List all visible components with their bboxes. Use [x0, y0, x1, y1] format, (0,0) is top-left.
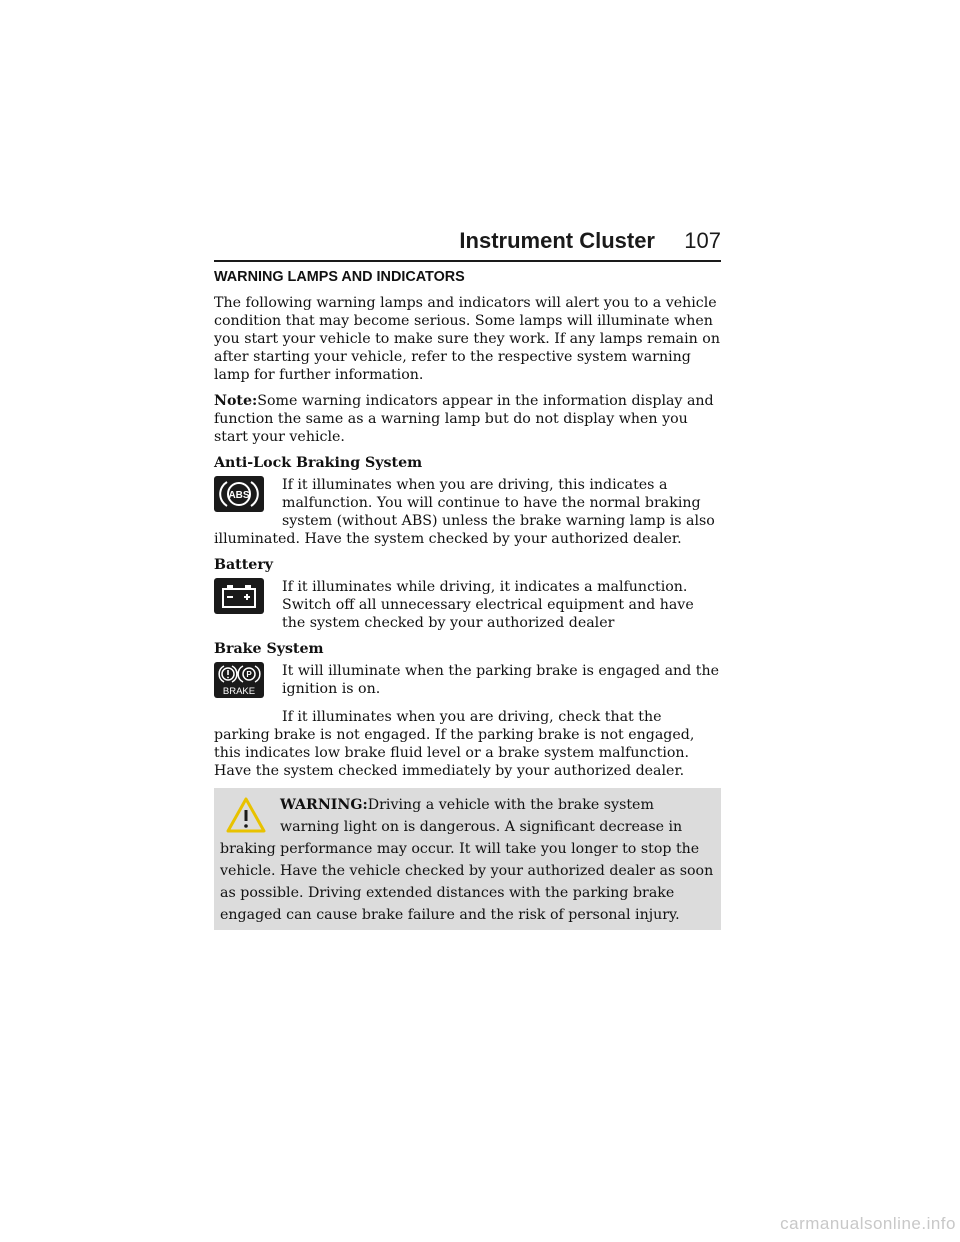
abs-lamp-block — [214, 454, 721, 548]
section-heading: WARNING LAMPS AND INDICATORS — [214, 269, 465, 285]
intro-paragraph: The following warning lamps and indicators will alert you to a vehicle condition that may become serious. Some lamps will illuminate when you start your vehicle to make sure they work. If any lamps remain on after starting your vehicle, refer to the respective system warning lamp for further information. — [214, 295, 720, 383]
watermark: carmanualsonline.info — [780, 1214, 956, 1233]
battery-lamp-block — [214, 556, 721, 632]
warning-triangle-icon — [226, 796, 266, 834]
warning-text: Driving a vehicle with the brake system warning light on is dangerous. A significant decrease in braking performance may occur. It will take you longer to stop the vehicle. Have the vehicle checked by your authorized dealer as soon as possible. Driving extended distances with the parking brake engaged can cause brake failure and the risk of personal injury. — [220, 797, 714, 923]
battery-icon — [214, 578, 264, 614]
abs-heading: Anti-Lock Braking System — [214, 455, 423, 471]
page-number: 107 — [684, 228, 721, 253]
warning-box — [214, 788, 721, 930]
chapter-title: Instrument Cluster — [459, 228, 655, 253]
abs-text: If it illuminates when you are driving, this indicates a malfunction. You will continue to have the normal braking system (without ABS) unless the brake warning lamp is also illuminated. Have the system checked by your authorized dealer. — [214, 477, 715, 547]
warning-label: WARNING: — [280, 797, 368, 813]
brake-icon — [214, 662, 264, 698]
page-header — [214, 226, 721, 262]
note-label: Note: — [214, 393, 258, 409]
battery-text: If it illuminates while driving, it indicates a malfunction. Switch off all unnecessary electrical equipment and have the system checked by your authorized dealer — [282, 579, 694, 631]
battery-heading: Battery — [214, 557, 274, 573]
note-text: Some warning indicators appear in the information display and function the same as a warning lamp but do not display when you start your vehicle. — [214, 393, 714, 445]
brake-text-1: It will illuminate when the parking brake is engaged and the ignition is on. — [282, 663, 719, 697]
abs-icon-text: ABS — [228, 490, 250, 501]
page-content — [214, 268, 721, 930]
brake-icon-text: BRAKE — [222, 686, 256, 697]
brake-text-2 — [214, 708, 721, 780]
brake-text-2-content: If it illuminates when you are driving, check that the parking brake is not engaged. If the parking brake is not engaged, this indicates low brake fluid level or a brake system malfunction. Have the system checked immediately by your authorized dealer. — [214, 709, 695, 779]
abs-icon — [214, 476, 264, 512]
brake-lamp-block — [214, 640, 721, 700]
brake-heading: Brake System — [214, 641, 324, 657]
note-paragraph — [214, 392, 721, 446]
svg-text:P: P — [246, 670, 252, 679]
